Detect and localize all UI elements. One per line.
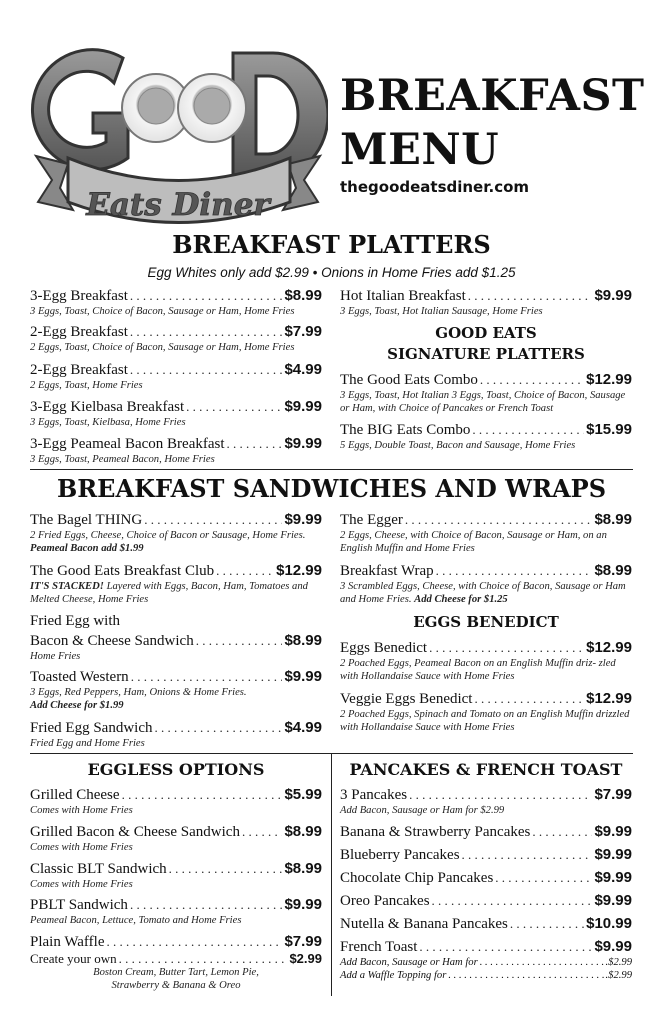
menu-item: [340, 869, 632, 887]
addon-line: [340, 956, 632, 969]
menu-item: [30, 323, 322, 354]
section-heading-sandwiches: BREAKFAST SANDWICHES AND WRAPS: [56, 474, 607, 503]
item-price: $9.99: [284, 668, 322, 685]
item-desc: 3 Eggs, Toast, Choice of Bacon, Sausage or Ham, Home Fries: [30, 306, 295, 317]
menu-item: [30, 896, 322, 927]
item-name: 3-Egg Peameal Bacon Breakfast: [30, 436, 225, 452]
good-eats-logo: [28, 38, 328, 238]
item-desc: 2 Eggs, Cheese, with Choice of Bacon, Sausage or Ham, on an English Muffin and Home Fries: [340, 530, 607, 554]
menu-item: [30, 786, 322, 817]
website-url: thegoodeatsdiner.com: [340, 178, 530, 196]
item-name: Banana & Strawberry Pancakes: [340, 824, 531, 840]
addon-price: .$2.99: [605, 970, 632, 981]
menu-item: [340, 823, 632, 841]
section-heading-platters: BREAKFAST PLATTERS: [172, 230, 491, 259]
item-price: $9.99: [284, 511, 322, 528]
item-desc-addon: Add Cheese for $1.25: [414, 594, 508, 605]
item-name: The Bagel THING: [30, 512, 143, 528]
menu-item: [340, 915, 632, 933]
menu-item: [340, 639, 632, 683]
item-name: Veggie Eggs Benedict: [340, 691, 473, 707]
item-desc: 3 Eggs, Toast, Peameal Bacon, Home Fries: [30, 454, 215, 465]
menu-item: [340, 511, 632, 555]
item-desc: Comes with Home Fries: [30, 842, 133, 853]
item-desc: 3 Scrambled Eggs, Cheese, with Choice of Bacon, Sausage or Ham and Home Fries.: [340, 581, 626, 605]
item-price: $12.99: [586, 371, 632, 388]
item-desc: 3 Eggs, Red Peppers, Ham, Onions & Home Fries.: [30, 687, 247, 698]
item-price: $8.99: [284, 632, 322, 649]
item-name: 2-Egg Breakfast: [30, 362, 128, 378]
item-name: The Good Eats Breakfast Club: [30, 563, 215, 579]
logo-banner-text: Eats Diner: [86, 187, 270, 223]
item-name: 3-Egg Breakfast: [30, 288, 128, 304]
item-price: $9.99: [284, 896, 322, 913]
item-desc: 5 Eggs, Double Toast, Bacon and Sausage, Home Fries: [340, 440, 576, 451]
item-price: $8.99: [284, 287, 322, 304]
menu-item: [340, 287, 632, 318]
item-name: 3 Pancakes: [340, 787, 408, 803]
item-desc: Comes with Home Fries: [30, 879, 133, 890]
menu-item: [30, 719, 322, 750]
item-name: Plain Waffle: [30, 934, 105, 950]
item-price: $9.99: [594, 823, 632, 840]
column-divider: [331, 753, 332, 996]
item-name: The BIG Eats Combo: [340, 422, 471, 438]
item-name: Oreo Pancakes: [340, 893, 430, 909]
item-price: $9.99: [594, 892, 632, 909]
item-price: $8.99: [594, 562, 632, 579]
menu-item: [340, 846, 632, 864]
addon-label: Add Bacon, Sausage or Ham for: [340, 957, 478, 968]
item-desc: 3 Eggs, Toast, Kielbasa, Home Fries: [30, 417, 186, 428]
item-desc: 2 Poached Eggs, Peameal Bacon on an English Muffin driz- zled with Hollandaise Sauce with Home Fries: [340, 658, 616, 682]
item-desc: 2 Fried Eggs, Cheese, Choice of Bacon or Sausage, Home Fries.: [30, 530, 306, 541]
item-desc: 2 Eggs, Toast, Home Fries: [30, 380, 143, 391]
divider: [30, 469, 633, 470]
item-name: Classic BLT Sandwich: [30, 861, 167, 877]
item-price: $9.99: [284, 435, 322, 452]
item-price: $5.99: [284, 786, 322, 803]
menu-title-line2: MENU: [340, 125, 500, 175]
item-name: Bacon & Cheese Sandwich: [30, 633, 194, 649]
item-desc: 3 Eggs, Toast, Hot Italian 3 Eggs, Toast, Choice of Bacon, Sausage or Ham, with Choice of Pancakes or French Toast: [340, 390, 626, 414]
menu-item: [340, 371, 632, 415]
signature-heading-2: SIGNATURE PLATTERS: [387, 345, 585, 363]
item-name-line1: Fried Egg with: [30, 613, 120, 629]
eggless-heading: EGGLESS OPTIONS: [87, 760, 265, 779]
menu-title-line1: BREAKFAST: [340, 71, 645, 121]
menu-item: [30, 511, 322, 555]
item-name: Hot Italian Breakfast: [340, 288, 466, 304]
menu-item: [340, 892, 632, 910]
item-price: $9.99: [594, 938, 632, 955]
addon-line: [340, 969, 632, 982]
item-desc: Peameal Bacon, Lettuce, Tomato and Home Fries: [30, 915, 242, 926]
item-desc: Layered with Eggs, Bacon, Ham, Tomatoes and Melted Cheese, Home Fries: [30, 581, 308, 605]
item-name: Toasted Western: [30, 669, 129, 685]
item-price: $8.99: [284, 860, 322, 877]
item-price: $8.99: [284, 823, 322, 840]
item-desc: Boston Cream, Butter Tart, Lemon Pie, Strawberry & Banana & Oreo: [93, 967, 259, 991]
benedict-heading: EGGS BENEDICT: [413, 613, 559, 631]
menu-item: [340, 938, 632, 982]
item-desc: Add Bacon, Sausage or Ham for $2.99: [340, 805, 505, 816]
menu-item: [30, 398, 322, 429]
item-name: 3-Egg Kielbasa Breakfast: [30, 399, 185, 415]
menu-item: [30, 951, 322, 992]
item-name: Chocolate Chip Pancakes: [340, 870, 494, 886]
menu-item: [30, 823, 322, 854]
item-desc-addon: Add Cheese for $1.99: [30, 700, 124, 711]
item-price: $4.99: [284, 361, 322, 378]
platters-note: Egg Whites only add $2.99 • Onions in Home Fries add $1.25: [147, 265, 516, 280]
item-price: $9.99: [284, 398, 322, 415]
item-name: Nutella & Banana Pancakes: [340, 916, 508, 932]
item-price: $10.99: [586, 915, 632, 932]
item-desc: 2 Eggs, Toast, Choice of Bacon, Sausage or Ham, Home Fries: [30, 342, 295, 353]
item-name: Grilled Bacon & Cheese Sandwich: [30, 824, 240, 840]
item-name: Eggs Benedict: [340, 640, 428, 656]
item-price: $15.99: [586, 421, 632, 438]
addon-label: Add a Waffle Topping for: [340, 970, 447, 981]
item-price: $8.99: [594, 511, 632, 528]
menu-item: [30, 668, 322, 712]
menu-item: [30, 287, 322, 318]
item-price: $2.99: [289, 951, 322, 966]
signature-heading-1: GOOD EATS: [435, 324, 537, 342]
menu-item: [30, 860, 322, 891]
item-price: $7.99: [284, 933, 322, 950]
item-price: $9.99: [594, 846, 632, 863]
menu-item: [30, 933, 322, 951]
item-desc: Comes with Home Fries: [30, 805, 133, 816]
menu-item: [30, 562, 322, 606]
item-price: $12.99: [586, 639, 632, 656]
menu-item: [340, 562, 632, 606]
menu-item: [30, 361, 322, 392]
item-name: Create your own: [30, 951, 117, 966]
item-price: $9.99: [594, 869, 632, 886]
menu-item: [30, 435, 322, 466]
pancakes-heading: PANCAKES & FRENCH TOAST: [349, 760, 623, 779]
item-name: Breakfast Wrap: [340, 563, 434, 579]
item-desc-addon: Peameal Bacon add $1.99: [30, 543, 144, 554]
addon-price: .$2.99: [605, 957, 632, 968]
item-name: Blueberry Pancakes: [340, 847, 460, 863]
item-price: $4.99: [284, 719, 322, 736]
menu-item: [340, 786, 632, 817]
menu-item: [340, 690, 632, 734]
item-name: Grilled Cheese: [30, 787, 120, 803]
item-desc: Fried Egg and Home Fries: [30, 738, 145, 749]
item-name: Fried Egg Sandwich: [30, 720, 153, 736]
item-price: $7.99: [594, 786, 632, 803]
item-name: French Toast: [340, 939, 418, 955]
menu-item: [30, 613, 322, 663]
item-name: The Good Eats Combo: [340, 372, 478, 388]
item-name: 2-Egg Breakfast: [30, 324, 128, 340]
item-price: $12.99: [586, 690, 632, 707]
item-desc-lead: IT'S STACKED!: [30, 581, 104, 592]
item-price: $7.99: [284, 323, 322, 340]
item-name: The Egger: [340, 512, 403, 528]
item-desc: 2 Poached Eggs, Spinach and Tomato on an English Muffin drizzled with Hollandaise Sauce with Home Fries: [340, 709, 630, 733]
item-price: $12.99: [276, 562, 322, 579]
item-price: $9.99: [594, 287, 632, 304]
item-desc: 3 Eggs, Toast, Hot Italian Sausage, Home Fries: [340, 306, 543, 317]
item-desc: Home Fries: [30, 651, 81, 662]
item-name: PBLT Sandwich: [30, 897, 128, 913]
menu-item: [340, 421, 632, 452]
